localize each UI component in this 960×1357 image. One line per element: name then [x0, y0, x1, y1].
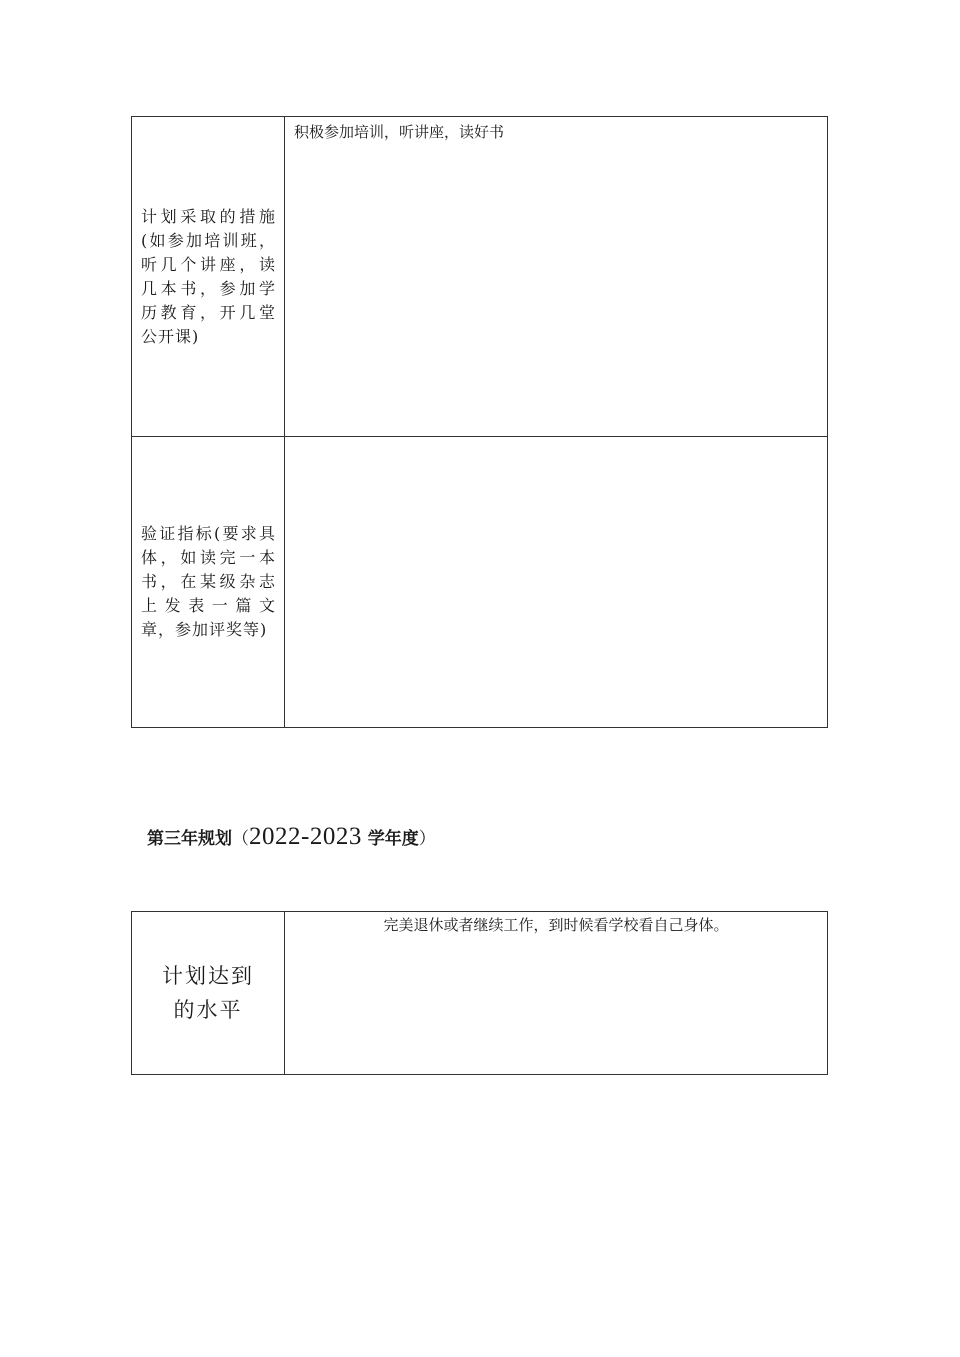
table-row-target-level — [132, 912, 827, 1074]
heading-paren-open: （ — [232, 829, 249, 849]
target-level-content[interactable]: 完美退休或者继续工作，到时候看学校看自己身体。 — [383, 916, 729, 934]
heading-paren-close: ） — [418, 829, 436, 849]
table-row-measures — [132, 117, 827, 436]
indicators-content[interactable] — [285, 437, 827, 727]
indicators-label: 验证指标(要求具体，如读完一本书，在某级杂志上发表一篇文章，参加评奖等) — [132, 437, 285, 727]
heading-prefix: 第三年规划 — [147, 829, 232, 849]
measures-content[interactable]: 积极参加培训，听讲座，读好书 — [294, 123, 505, 141]
target-level-label: 计划达到的水平 — [132, 912, 285, 1074]
section-heading-year3 — [147, 822, 436, 854]
plan-table-year2 — [131, 116, 828, 728]
heading-suffix: 学年度 — [361, 829, 419, 849]
table-row-indicators — [132, 436, 827, 727]
heading-year-range: 2022-2023 — [249, 823, 362, 850]
measures-label: 计划采取的措施(如参加培训班，听几个讲座，读几本书，参加学历教育，开几堂公开课) — [132, 117, 285, 436]
plan-table-year3 — [131, 911, 828, 1075]
